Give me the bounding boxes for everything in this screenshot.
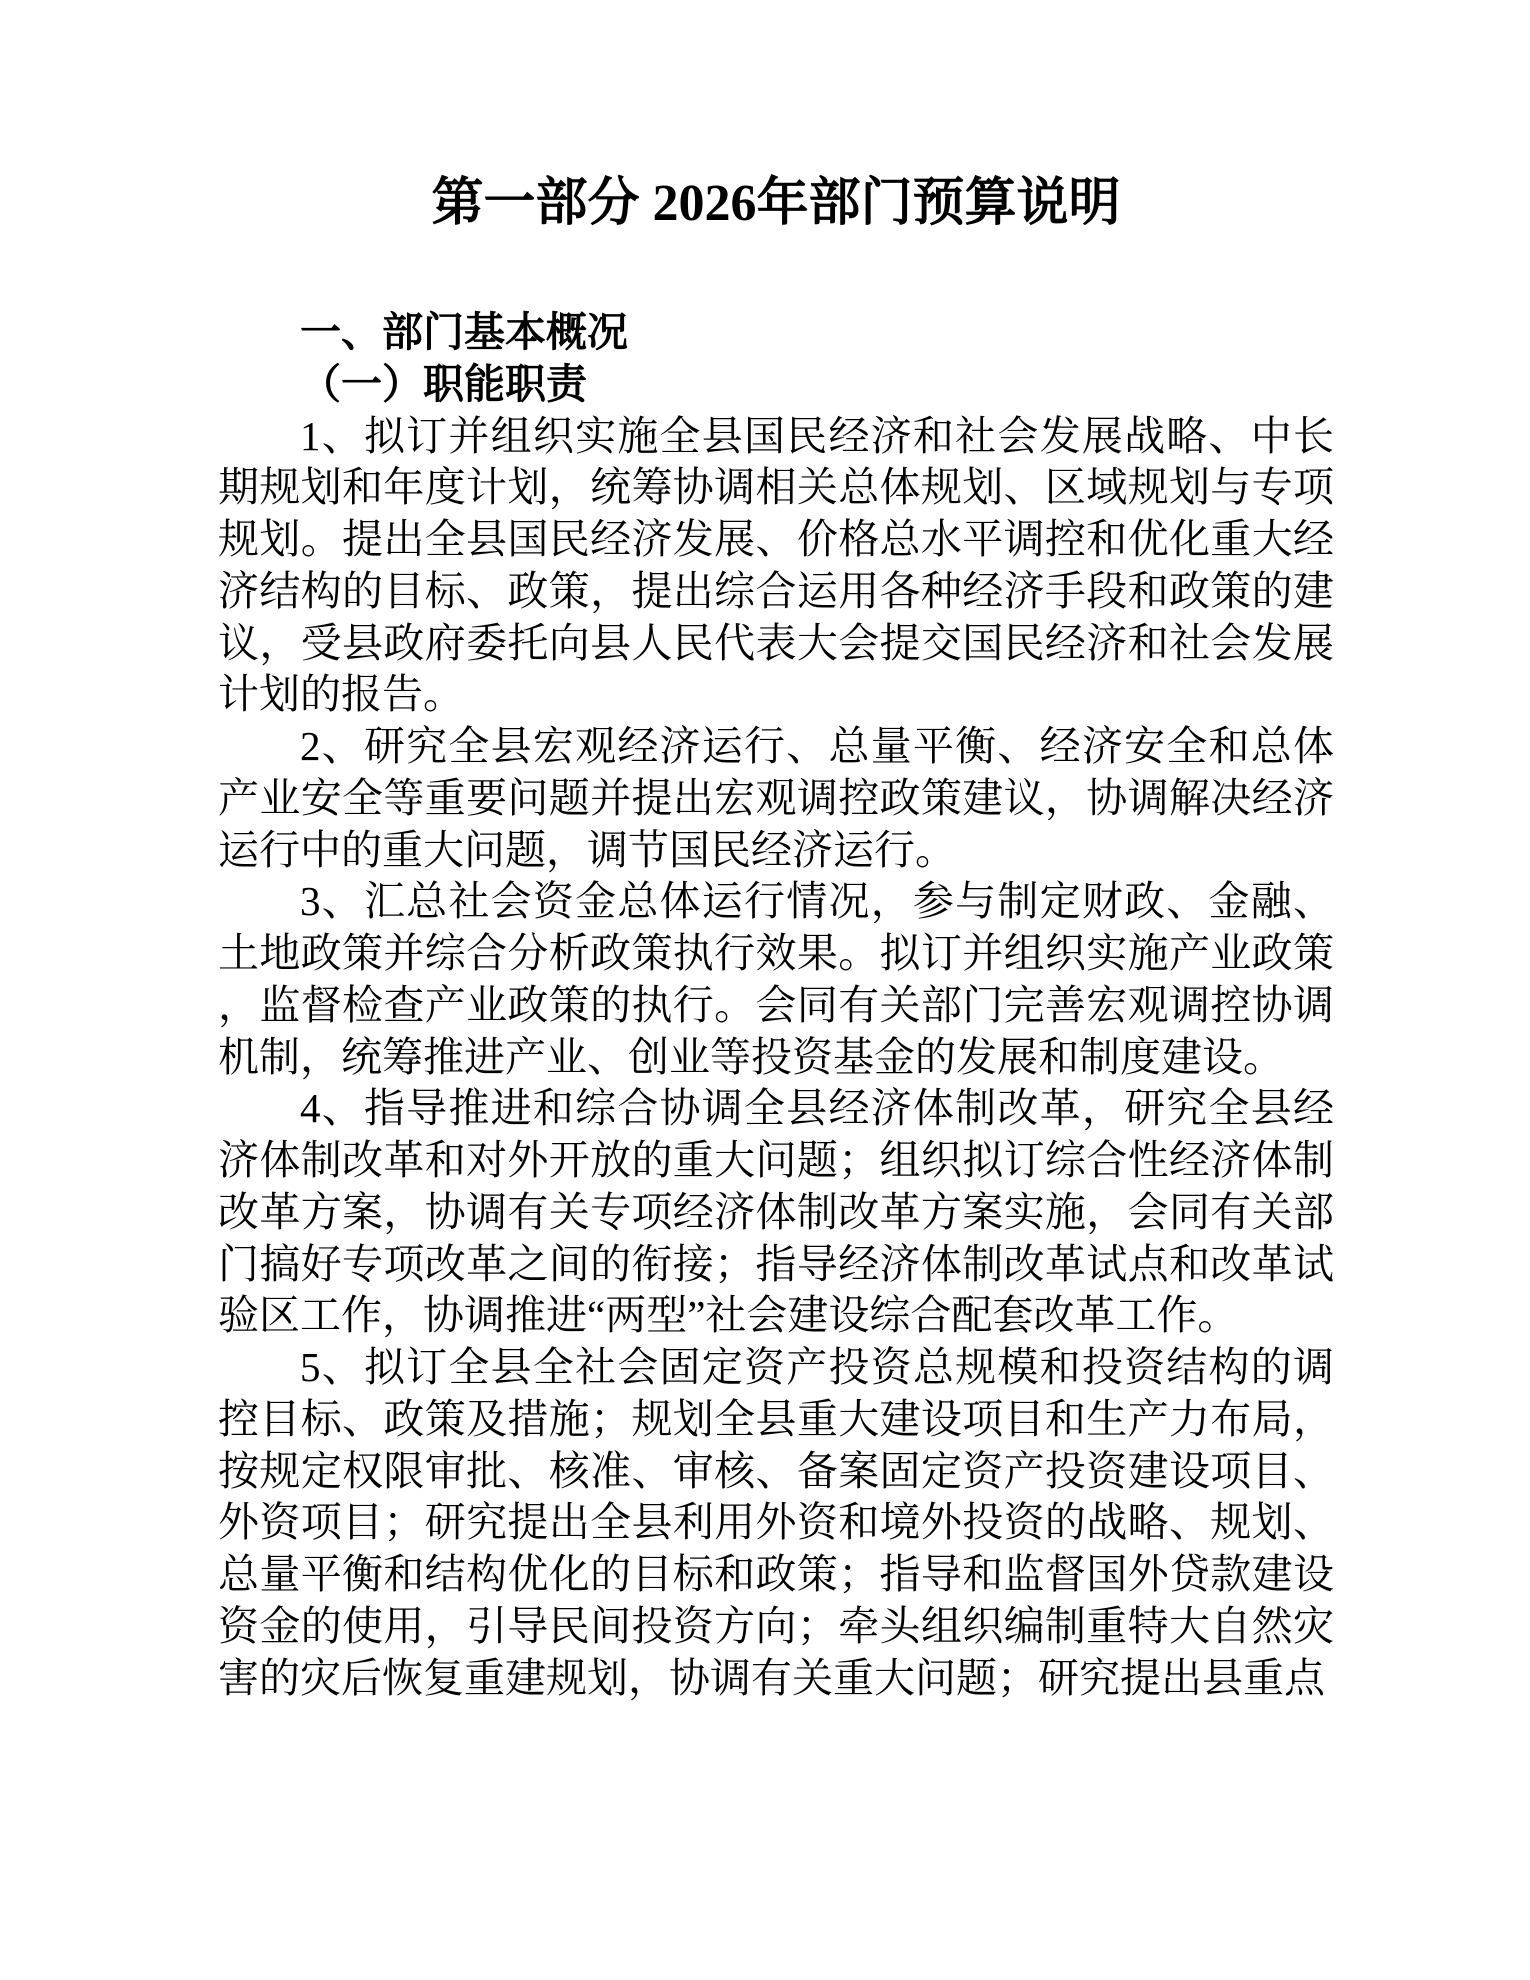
page-title: 第一部分 2026年部门预算说明 xyxy=(431,175,1121,232)
paragraph: 2、研究全县宏观经济运行、总量平衡、经济安全和总体产业安全等重要问题并提出宏观调控政策建议，协调解决经济运行中的重大问题，调节国民经济运行。 xyxy=(218,723,1334,873)
section-heading: 一、部门基本概况 xyxy=(300,309,628,355)
section-heading: （一）职能职责 xyxy=(300,360,587,407)
document-body xyxy=(218,307,1334,1704)
paragraph: 3、汇总社会资金总体运行情况，参与制定财政、金融、土地政策并综合分析政策执行效果。拟订并组织实施产业政策，监督检查产业政策的执行。会同有关部门完善宏观调控协调机制，统筹推进产业、创业等投资基金的发展和制度建设。 xyxy=(218,878,1334,1080)
paragraph: 5、拟订全县全社会固定资产投资总规模和投资结构的调控目标、政策及措施；规划全县重大建设项目和生产力布局，按规定权限审批、核准、审核、备案固定资产投资建设项目、外资项目；研究提出全县利用外资和境外投资的战略、规划、总量平衡和结构优化的目标和政策；指导和监督国外贷款建设资金的使用，引导民间投资方向；牵头组织编制重特大自然灾害的灾后恢复重建规划，协调有关重大问题；研究提出县重点 xyxy=(218,1344,1334,1701)
paragraph: 4、指导推进和综合协调全县经济体制改革，研究全县经济体制改革和对外开放的重大问题；组织拟订综合性经济体制改革方案，协调有关专项经济体制改革方案实施，会同有关部门搞好专项改革之间的衔接；指导经济体制改革试点和改革试验区工作，协调推进“两型”社会建设综合配套改革工作。 xyxy=(218,1085,1334,1339)
paragraph: 1、拟订并组织实施全县国民经济和社会发展战略、中长期规划和年度计划，统筹协调相关总体规划、区域规划与专项规划。提出全县国民经济发展、价格总水平调控和优化重大经济结构的目标、政策，提出综合运用各种经济手段和政策的建议，受县政府委托向县人民代表大会提交国民经济和社会发展计划的报告。 xyxy=(218,412,1334,718)
